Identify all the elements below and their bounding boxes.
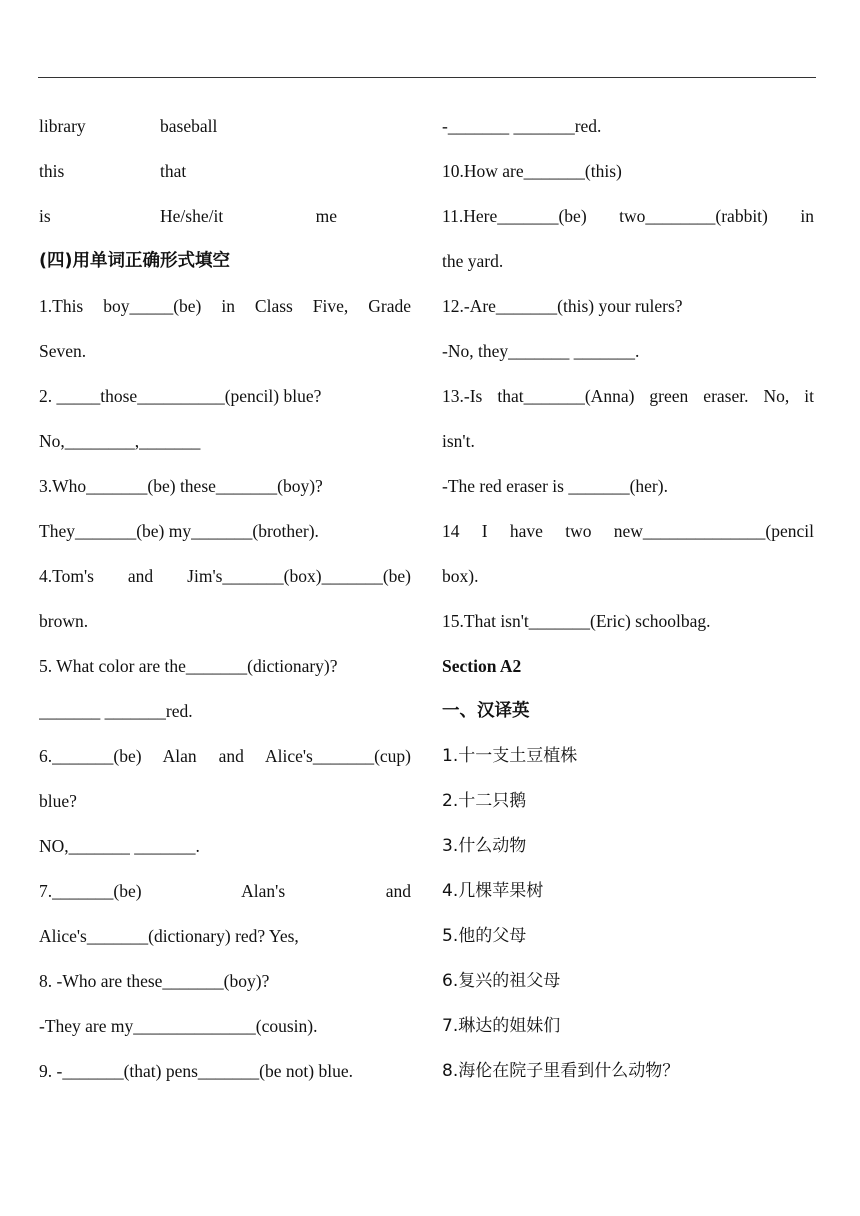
exercise-line: Seven. (39, 341, 87, 361)
word-cell: that (160, 161, 187, 181)
word-cell: is (39, 206, 51, 226)
translation-item: 5.他的父母 (442, 926, 527, 946)
exercise-line: 13.-Is that_______(Anna) green eraser. No, it (442, 386, 814, 406)
word-cell: baseball (160, 116, 218, 136)
exercise-line: They_______(be) my_______(brother). (39, 521, 319, 541)
exercise-line: Alice's_______(dictionary) red? Yes, (39, 926, 299, 946)
word-cell: library (39, 116, 86, 136)
exercise-line: 3.Who_______(be) these_______(boy)? (39, 476, 323, 496)
translation-item: 4.几棵苹果树 (442, 881, 544, 901)
exercise-line: brown. (39, 611, 89, 631)
exercise-line: 15.That isn't_______(Eric) schoolbag. (442, 611, 711, 631)
exercise-line: 10.How are_______(this) (442, 161, 622, 181)
exercise-line: NO,_______ _______. (39, 836, 200, 856)
exercise-line: 1.This boy_____(be) in Class Five, Grade (39, 296, 411, 316)
exercise-line: 8. -Who are these_______(boy)? (39, 971, 270, 991)
exercise-line: -They are my______________(cousin). (39, 1016, 318, 1036)
word-row (39, 104, 411, 149)
translation-item: 3.什么动物 (442, 836, 527, 856)
exercise-line: blue? (39, 791, 77, 811)
exercise-line: -No, they_______ _______. (442, 341, 640, 361)
exercise-line: 6._______(be) Alan and Alice's_______(cup) (39, 746, 411, 766)
exercise-line: No,________,_______ (39, 431, 201, 451)
exercise-line: 12.-Are_______(this) your rulers? (442, 296, 683, 316)
exercise-line: 9. -_______(that) pens_______(be not) blue. (39, 1061, 353, 1081)
translation-heading: 一、汉译英 (442, 701, 530, 721)
word-row (39, 194, 411, 239)
word-cell (280, 104, 411, 149)
exercise-line: 4.Tom's and Jim's_______(box)_______(be) (39, 566, 411, 586)
exercise-line: 11.Here_______(be) two________(rabbit) in (442, 206, 814, 226)
exercise-line: 7._______(be) Alan's and (39, 881, 411, 901)
word-row (39, 149, 411, 194)
word-cell: He/she/it (160, 206, 224, 226)
word-cell: this (39, 161, 65, 181)
translation-item: 7.琳达的姐妹们 (442, 1016, 561, 1036)
exercise-line: 5. What color are the_______(dictionary)? (39, 656, 338, 676)
word-cell (280, 149, 411, 194)
word-cell: me (315, 206, 337, 226)
exercise-line: 14 I have two new______________(pencil (442, 521, 814, 541)
exercise-line: box). (442, 566, 479, 586)
translation-item: 8.海伦在院子里看到什么动物？ (442, 1061, 680, 1081)
exercise-line: -_______ _______red. (442, 116, 602, 136)
translation-item: 6.复兴的祖父母 (442, 971, 561, 991)
exercise-line: _______ _______red. (39, 701, 193, 721)
section-heading: (四)用单词正确形式填空 (39, 251, 230, 271)
translation-item: 2.十二只鹅 (442, 791, 527, 811)
header-rule (38, 77, 816, 78)
exercise-line: -The red eraser is _______(her). (442, 476, 668, 496)
exercise-line: the yard. (442, 251, 504, 271)
section-a2-title: Section A2 (442, 656, 522, 676)
left-column (39, 104, 411, 1094)
translation-item: 1.十一支土豆植株 (442, 746, 578, 766)
exercise-line: 2. _____those__________(pencil) blue? (39, 386, 322, 406)
right-column (442, 104, 814, 1094)
exercise-line: isn't. (442, 431, 475, 451)
